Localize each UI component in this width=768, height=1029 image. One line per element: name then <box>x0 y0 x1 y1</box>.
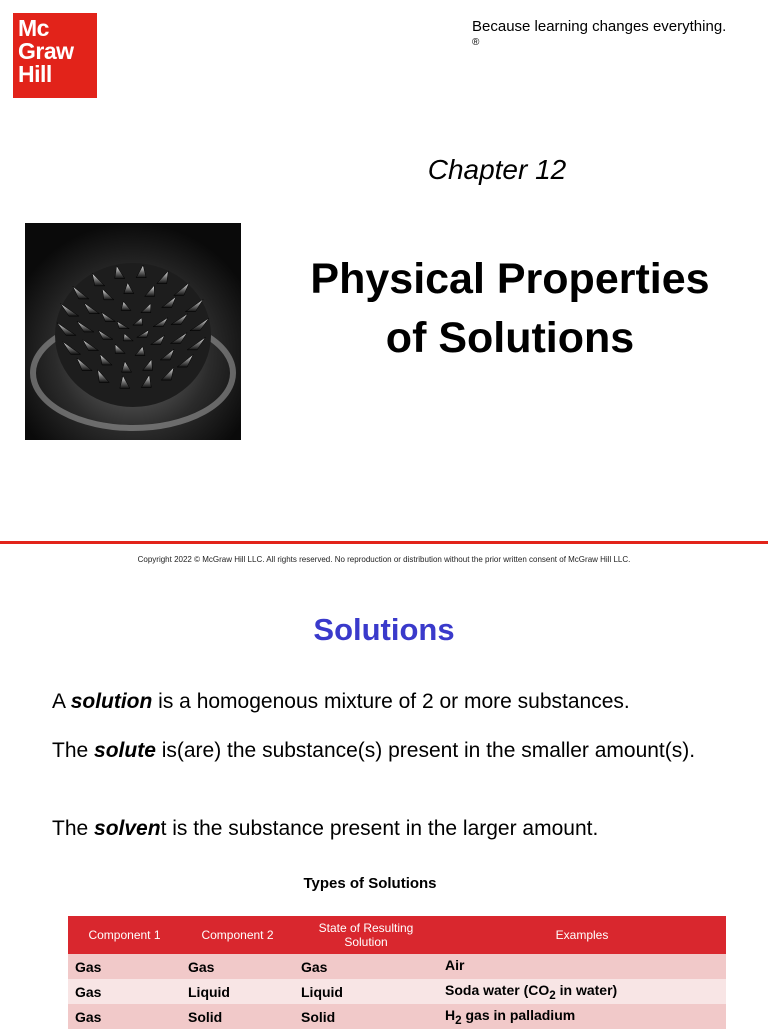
solvent-definition <box>52 815 732 843</box>
header-component-2: Component 2 <box>181 916 294 954</box>
cell-example <box>438 1004 726 1029</box>
cell-resulting-state: Solid <box>294 1004 438 1029</box>
copyright-notice: Copyright 2022 © McGraw Hill LLC. All rights reserved. No reproduction or distribution without the prior written consent of McGraw Hill LLC. <box>137 555 631 564</box>
title-line-2: of Solutions <box>385 314 635 362</box>
table-row <box>68 954 726 979</box>
cell-component-2: Solid <box>181 1004 294 1029</box>
cell-component-2: Liquid <box>181 979 294 1004</box>
solute-definition <box>52 737 732 765</box>
slide-heading: Solutions <box>313 612 455 647</box>
p3-pre: The <box>52 817 95 840</box>
header-resulting-state: State of Resulting Solution <box>294 916 438 954</box>
logo-line-2: Graw <box>18 38 74 64</box>
example-text-after: in water) <box>555 981 618 998</box>
cell-resulting-state: Liquid <box>294 979 438 1004</box>
cell-example <box>438 954 726 979</box>
logo-line-3: Hill <box>18 61 52 87</box>
p1-pre: A <box>52 690 71 713</box>
ferrofluid-spikes-image <box>25 223 241 440</box>
p2-post: is(are) the substance(s) present in the smaller amount(s). <box>155 739 696 762</box>
tagline: Because learning changes everything. <box>472 18 727 35</box>
chapter-label: Chapter 12 <box>427 154 567 185</box>
header-examples: Examples <box>438 916 726 954</box>
cell-resulting-state: Gas <box>294 954 438 979</box>
term-solvent: solven <box>94 817 161 840</box>
presentation-title <box>262 250 758 368</box>
header-component-1: Component 1 <box>68 916 181 954</box>
solution-types-table <box>68 916 726 1029</box>
example-text-after: gas in palladium <box>461 1006 576 1023</box>
cell-component-1: Gas <box>68 954 181 979</box>
example-text: Air <box>445 956 465 973</box>
p2-pre: The <box>52 739 95 762</box>
example-text: Soda water (CO <box>445 981 550 998</box>
title-line-1: Physical Properties <box>310 255 710 303</box>
p1-post: is a homogenous mixture of 2 or more substances. <box>152 690 630 713</box>
solution-definition <box>52 688 732 716</box>
table-row <box>68 1004 726 1029</box>
cell-example <box>438 979 726 1004</box>
term-solute: solute <box>94 739 156 762</box>
table-header-row <box>68 916 726 954</box>
example-subscript: 2 <box>549 988 556 1002</box>
registered-mark: ® <box>472 37 480 48</box>
cell-component-1: Gas <box>68 979 181 1004</box>
table-caption: Types of Solutions <box>303 875 437 892</box>
cell-component-2: Gas <box>181 954 294 979</box>
cell-component-1: Gas <box>68 1004 181 1029</box>
table-row <box>68 979 726 1004</box>
example-text: H <box>445 1006 456 1023</box>
term-solution: solution <box>70 690 153 713</box>
p3-post: t is the substance present in the larger amount. <box>160 817 599 840</box>
mcgraw-hill-logo <box>13 13 97 98</box>
logo-line-1: Mc <box>18 15 49 41</box>
example-subscript: 2 <box>455 1013 462 1027</box>
footer-divider <box>0 541 768 544</box>
ferrofluid-photo <box>25 223 241 440</box>
